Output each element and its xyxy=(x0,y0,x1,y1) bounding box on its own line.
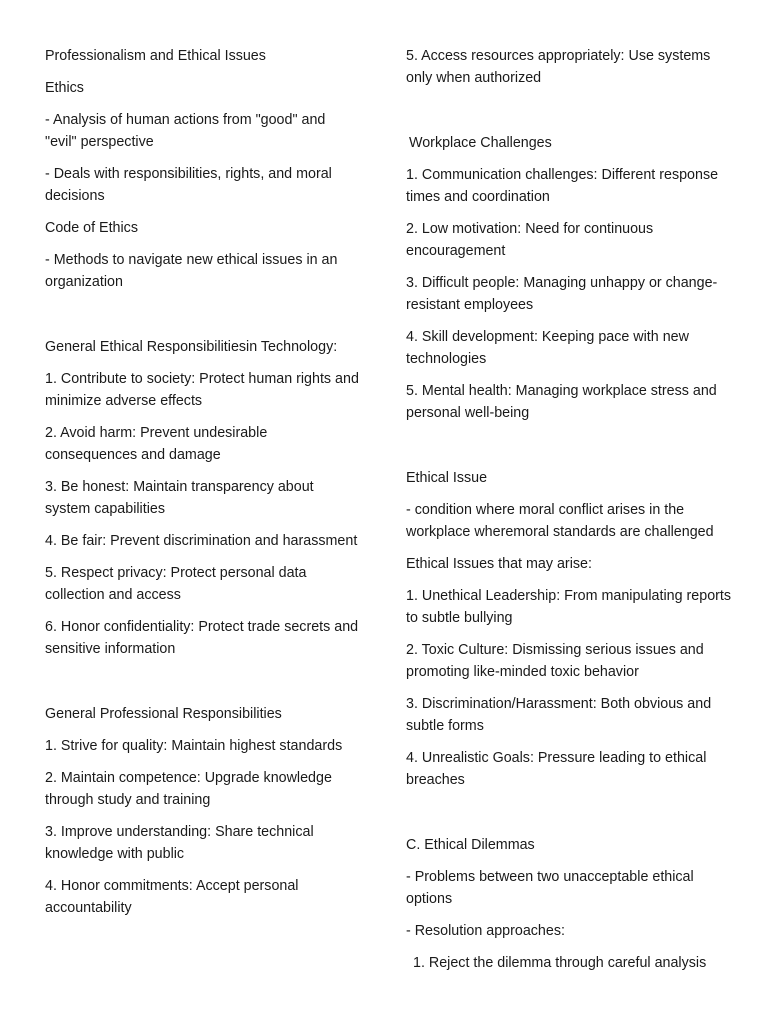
professional-responsibility-item: 5. Access resources appropriately: Use systems only when authorized xyxy=(406,48,711,86)
resolution-approach-item: 1. Reject the dilemma through careful analysis xyxy=(413,955,707,971)
ethical-dilemmas-definition: - Problems between two unacceptable ethical options xyxy=(406,869,694,907)
workplace-challenge-item: 3. Difficult people: Managing unhappy or change-resistant employees xyxy=(406,275,718,313)
right-column xyxy=(406,45,736,984)
ethical-responsibility-item: 3. Be honest: Maintain transparency about system capabilities xyxy=(45,479,314,517)
professional-responsibility-item: 3. Improve understanding: Share technical knowledge with public xyxy=(45,824,314,862)
ethical-issue-definition: - condition where moral conflict arises in the workplace wheremoral standards are challenged xyxy=(406,502,714,540)
left-column xyxy=(45,45,360,929)
professional-responsibilities-heading: General Professional Responsibilities xyxy=(45,706,282,722)
professional-responsibility-item: 2. Maintain competence: Upgrade knowledge through study and training xyxy=(45,770,332,808)
section-spacer xyxy=(45,670,360,703)
code-of-ethics-point: - Methods to navigate new ethical issues in an organization xyxy=(45,252,338,290)
section-spacer xyxy=(406,99,736,132)
document-title: Professionalism and Ethical Issues xyxy=(45,48,266,64)
workplace-challenge-item: 2. Low motivation: Need for continuous encouragement xyxy=(406,221,654,259)
ethical-responsibility-item: 6. Honor confidentiality: Protect trade secrets and sensitive information xyxy=(45,619,359,657)
ethics-point: - Deals with responsibilities, rights, and moral decisions xyxy=(45,166,332,204)
ethics-point: - Analysis of human actions from "good" and "evil" perspective xyxy=(45,112,326,150)
ethical-issues-list-heading: Ethical Issues that may arise: xyxy=(406,556,592,572)
workplace-challenges-heading: Workplace Challenges xyxy=(409,135,552,151)
workplace-challenge-item: 5. Mental health: Managing workplace stress and personal well-being xyxy=(406,383,717,421)
ethical-issue-heading: Ethical Issue xyxy=(406,470,488,486)
ethical-issue-item: 2. Toxic Culture: Dismissing serious issues and promoting like-minded toxic behavior xyxy=(406,642,704,680)
ethics-heading: Ethics xyxy=(45,80,84,96)
resolution-approaches-heading: - Resolution approaches: xyxy=(406,923,565,939)
professional-responsibility-item: 4. Honor commitments: Accept personal accountability xyxy=(45,878,299,916)
ethical-responsibility-item: 4. Be fair: Prevent discrimination and harassment xyxy=(45,533,358,549)
workplace-challenge-item: 4. Skill development: Keeping pace with new technologies xyxy=(406,329,689,367)
ethical-responsibility-item: 2. Avoid harm: Prevent undesirable consequences and damage xyxy=(45,425,268,463)
ethical-dilemmas-heading: C. Ethical Dilemmas xyxy=(406,837,535,853)
ethical-responsibility-item: 1. Contribute to society: Protect human rights and minimize adverse effects xyxy=(45,371,359,409)
section-spacer xyxy=(406,434,736,467)
section-spacer xyxy=(406,801,736,834)
professional-responsibility-item: 1. Strive for quality: Maintain highest standards xyxy=(45,738,343,754)
section-spacer xyxy=(45,303,360,336)
ethical-issue-item: 3. Discrimination/Harassment: Both obvious and subtle forms xyxy=(406,696,712,734)
code-of-ethics-heading: Code of Ethics xyxy=(45,220,138,236)
ethical-issue-item: 4. Unrealistic Goals: Pressure leading to ethical breaches xyxy=(406,750,707,788)
ethical-issue-item: 1. Unethical Leadership: From manipulating reports to subtle bullying xyxy=(406,588,732,626)
ethical-responsibility-item: 5. Respect privacy: Protect personal data collection and access xyxy=(45,565,307,603)
workplace-challenge-item: 1. Communication challenges: Different response times and coordination xyxy=(406,167,719,205)
ethical-responsibilities-heading: General Ethical Responsibilitiesin Technology: xyxy=(45,339,338,355)
